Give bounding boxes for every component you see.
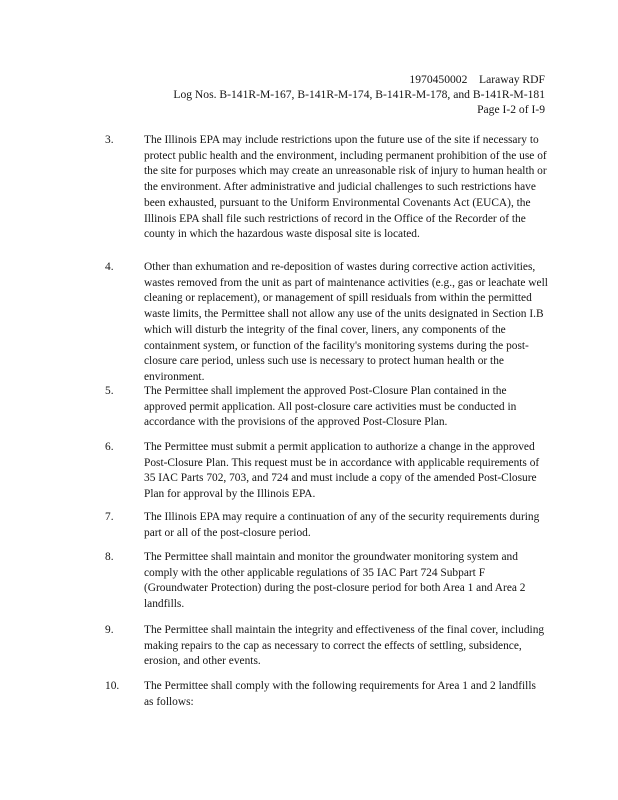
condition-number: 9. bbox=[105, 624, 114, 636]
condition-number: 8. bbox=[105, 551, 114, 563]
log-numbers-line: Log Nos. B-141R-M-167, B-141R-M-174, B-141R-M-178, and B-141R-M-181 bbox=[173, 88, 545, 101]
facility-id-line: 1970450002 Laraway RDF bbox=[409, 73, 545, 86]
condition-number: 6. bbox=[105, 441, 114, 453]
condition-number: 4. bbox=[105, 261, 114, 273]
condition-number: 7. bbox=[105, 511, 114, 523]
condition-text: The Permittee shall maintain and monitor the groundwater monitoring system and comply with the other applicable regulations of 35 IAC Part 724 Subpart F (Groundwater Protection) during the post-closure period for both Area 1 and Area 2 landfills. bbox=[144, 551, 526, 611]
condition-text: The Permittee shall comply with the following requirements for Area 1 and 2 landfills as follows: bbox=[144, 680, 536, 708]
condition-number: 5. bbox=[105, 385, 114, 397]
condition-text: The Permittee shall maintain the integrity and effectiveness of the final cover, including making repairs to the cap as necessary to correct the effects of settling, subsidence, erosion, and other events. bbox=[144, 624, 545, 668]
page-number-line: Page I-2 of I-9 bbox=[477, 103, 545, 116]
condition-text: The Permittee must submit a permit application to authorize a change in the approved Post-Closure Plan. This request must be in accordance with applicable requirements of 35 IAC Parts 702, 703, and 724 and must include a copy of the amended Post-Closure Plan for approval by the Illinois EPA. bbox=[144, 441, 540, 501]
condition-text: The Illinois EPA may include restrictions upon the future use of the site if necessary to protect public health and the environment, including permanent prohibition of the use of the site for purposes which may create an unreasonable risk of injury to human health or the environment. After administrative and judicial challenges to such restrictions have been exhausted, pursuant to the Uniform Environmental Covenants Act (EUCA), the Illinois EPA shall file such restrictions of record in the Office of the Recorder of the county in which the hazardous waste disposal site is located. bbox=[144, 134, 547, 241]
page-header bbox=[173, 72, 545, 117]
condition-text: Other than exhumation and re-deposition of wastes during corrective action activities, wastes removed from the unit as part of maintenance activities (e.g., gas or leachate well cleaning or replacement), or management of spill residuals from within the permitted waste limits, the Permittee shall not allow any use of the units designated in Section I.B which will disturb the integrity of the final cover, liners, any components of the containment system, or function of the facility's monitoring systems during the post-closure care period, unless such use is necessary to protect human health or the environment. bbox=[144, 261, 548, 383]
condition-text: The Illinois EPA may require a continuation of any of the security requirements during part or all of the post-closure period. bbox=[144, 511, 540, 539]
condition-number: 10. bbox=[105, 680, 120, 692]
condition-number: 3. bbox=[105, 134, 114, 146]
condition-text: The Permittee shall implement the approved Post-Closure Plan contained in the approved permit application. All post-closure care activities must be conducted in accordance with the provisions of the approved Post-Closure Plan. bbox=[144, 385, 517, 429]
